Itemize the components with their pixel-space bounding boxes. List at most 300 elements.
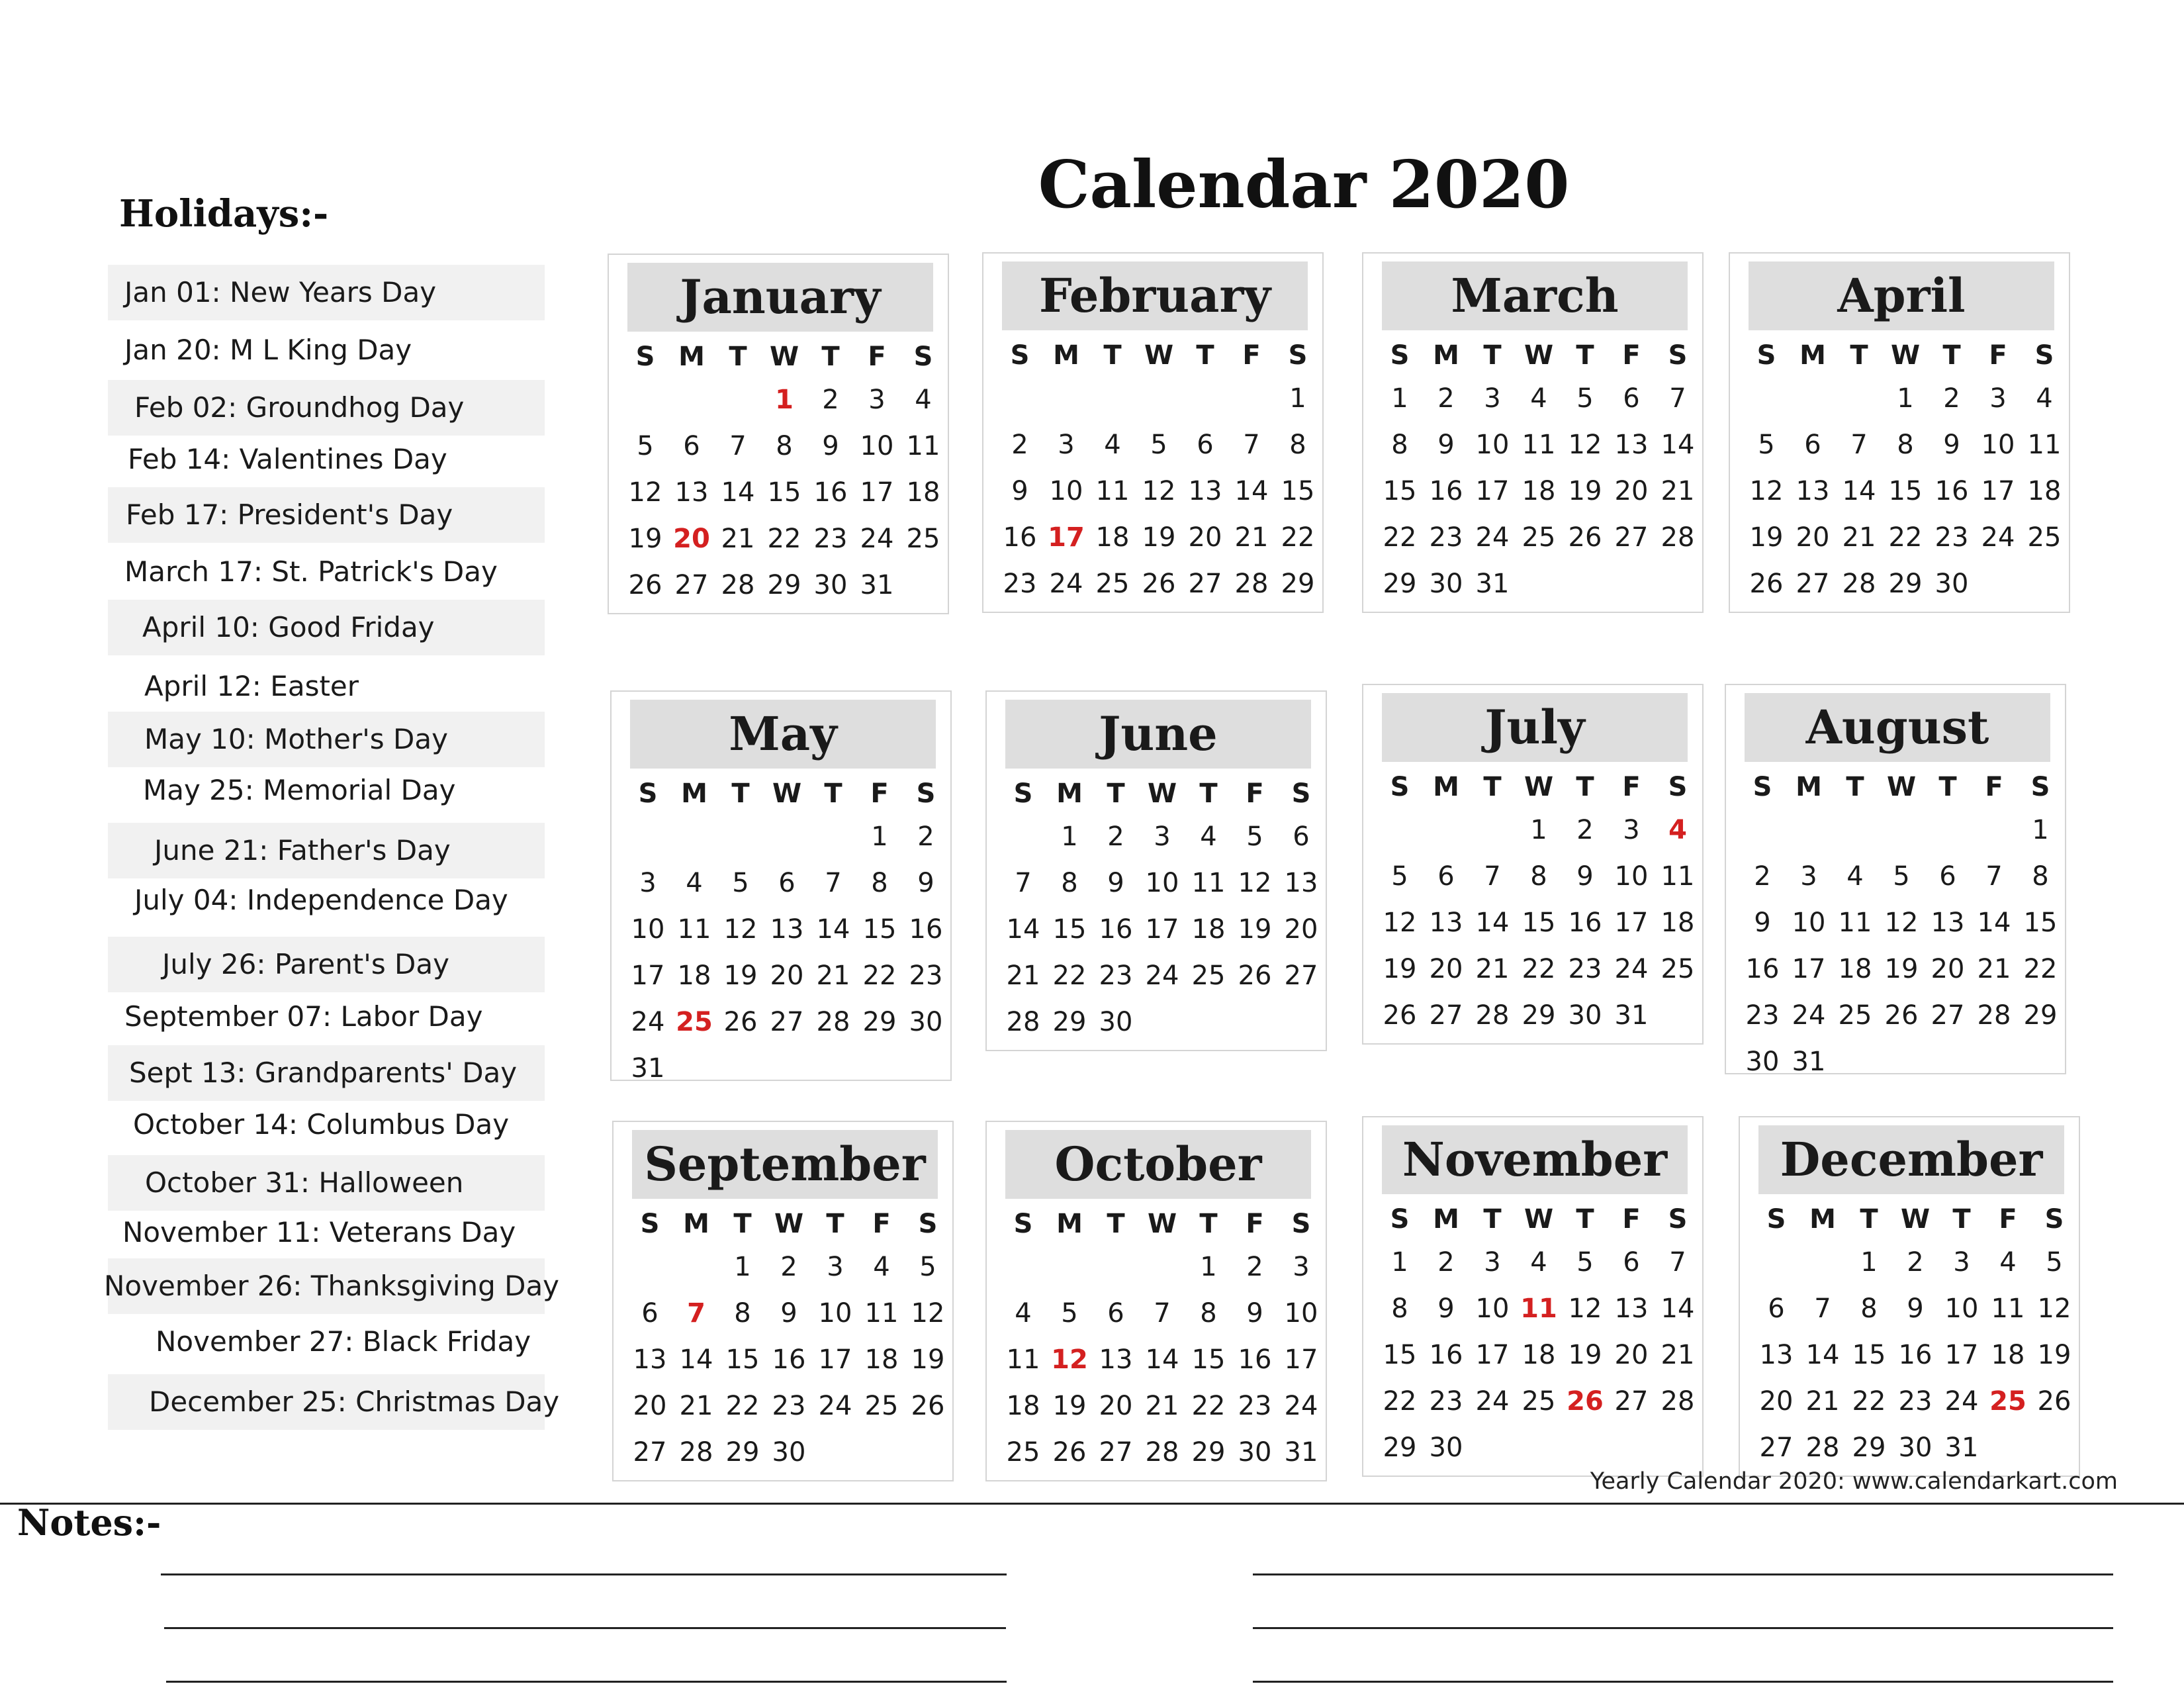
day-cell: 16: [1003, 522, 1037, 553]
day-cell: 24: [1792, 1000, 1826, 1031]
day-cell: 14: [1234, 476, 1269, 506]
day-cell: 21: [1475, 954, 1510, 984]
empty-day-cell: [1799, 1239, 1846, 1286]
weekday-header: M: [1809, 1204, 1836, 1235]
week-row: [1739, 946, 2064, 992]
day-cell: 8: [776, 431, 793, 461]
weekday-header-row: [622, 337, 946, 377]
weekday-header: S: [640, 1209, 660, 1239]
day-cell: 29: [1888, 569, 1923, 599]
day-cell: 17: [860, 477, 894, 508]
day-cell: 25: [676, 1007, 713, 1037]
month-name: March: [1382, 261, 1688, 330]
empty-day-cell: [622, 377, 668, 423]
day-cell: 3: [1484, 383, 1501, 414]
day-cell: 12: [1142, 476, 1176, 506]
day-cell: 25: [906, 524, 940, 554]
weekday-header: T: [821, 342, 840, 372]
day-cell: 5: [2046, 1247, 2063, 1278]
empty-day-cell: [1971, 1039, 2017, 1085]
holiday-text: Feb 17: President's Day: [126, 498, 453, 531]
day-cell: 21: [1234, 522, 1269, 553]
weekday-header: W: [769, 342, 799, 372]
holiday-item: [108, 432, 545, 487]
note-line: [1253, 1627, 2113, 1629]
day-cell: 3: [1989, 383, 2007, 414]
day-cell: 21: [721, 524, 755, 554]
empty-day-cell: [2017, 1039, 2064, 1085]
weekday-header: T: [1199, 1209, 1218, 1239]
weekday-header: F: [1622, 772, 1641, 802]
holiday-text: May 10: Mother's Day: [144, 723, 448, 755]
empty-day-cell: [1089, 375, 1136, 422]
week-row: [622, 469, 946, 516]
week-row: [1377, 946, 1701, 992]
day-cell: 12: [1568, 430, 1602, 460]
weekday-header: W: [772, 778, 802, 809]
day-cell: 10: [1792, 908, 1826, 938]
day-cell: 17: [1475, 1340, 1510, 1370]
holiday-text: October 31: Halloween: [145, 1166, 464, 1199]
weekday-header: M: [1056, 778, 1083, 809]
week-row: [1743, 468, 2068, 514]
day-cell: 10: [818, 1298, 852, 1329]
day-cell: 11: [1838, 908, 1872, 938]
empty-day-cell: [1925, 807, 1971, 853]
day-cell: 21: [1977, 954, 2011, 984]
empty-day-cell: [1836, 375, 1882, 422]
empty-day-cell: [1743, 375, 1790, 422]
holiday-text: Feb 14: Valentines Day: [128, 443, 447, 475]
day-cell: 3: [1058, 430, 1075, 460]
day-cell: 23: [1745, 1000, 1780, 1031]
holiday-text: Feb 02: Groundhog Day: [134, 391, 465, 424]
day-cell: 10: [1614, 861, 1649, 892]
empty-day-cell: [668, 377, 715, 423]
week-row: [1753, 1378, 2077, 1425]
day-cell: 26: [911, 1391, 945, 1421]
month-march: [1362, 252, 1704, 613]
divider: [0, 1503, 2184, 1505]
day-cell: 20: [1284, 914, 1318, 945]
day-cell: 7: [687, 1298, 705, 1329]
weekday-header: M: [1796, 772, 1822, 802]
day-cell: 19: [911, 1344, 945, 1375]
day-cell: 18: [1522, 476, 1556, 506]
day-cell: 26: [1884, 1000, 1919, 1031]
month-february: [982, 252, 1324, 613]
week-row: [627, 1290, 951, 1336]
day-cell: 24: [1284, 1391, 1318, 1421]
day-cell: 9: [1754, 908, 1771, 938]
day-cell: 13: [1188, 476, 1222, 506]
day-cell: 6: [683, 431, 700, 461]
day-cell: 1: [1530, 815, 1547, 845]
empty-day-cell: [900, 562, 946, 608]
day-cell: 22: [1383, 1386, 1417, 1417]
day-cell: 30: [909, 1007, 943, 1037]
day-cell: 7: [1669, 1247, 1686, 1278]
holiday-text: April 10: Good Friday: [142, 611, 435, 643]
empty-day-cell: [856, 1045, 903, 1092]
day-cell: 3: [639, 868, 657, 898]
weekday-header: T: [1196, 340, 1214, 371]
month-july: [1362, 684, 1704, 1045]
week-row: [1377, 375, 1701, 422]
day-cell: 27: [1429, 1000, 1463, 1031]
empty-day-cell: [1975, 561, 2021, 607]
weekday-header: S: [2034, 340, 2054, 371]
day-cell: 30: [1099, 1007, 1133, 1037]
day-cell: 5: [1391, 861, 1408, 892]
day-cell: 4: [1530, 383, 1547, 414]
day-cell: 7: [1484, 861, 1501, 892]
day-cell: 13: [1759, 1340, 1794, 1370]
day-cell: 1: [1200, 1252, 1217, 1282]
day-cell: 30: [813, 570, 848, 600]
holiday-item: [108, 823, 545, 878]
day-cell: 11: [1520, 1293, 1557, 1324]
empty-day-cell: [1516, 1425, 1562, 1471]
weekday-header: S: [913, 342, 933, 372]
day-cell: 22: [1888, 522, 1923, 553]
month-november: [1362, 1116, 1704, 1477]
weekday-header: F: [1246, 1209, 1264, 1239]
weekday-header: W: [1144, 340, 1174, 371]
month-may: [610, 690, 952, 1084]
week-row: [1739, 992, 2064, 1039]
empty-day-cell: [1278, 999, 1324, 1045]
day-cell: 25: [1661, 954, 1695, 984]
month-name: June: [1005, 700, 1311, 769]
note-line: [1253, 1681, 2113, 1683]
empty-day-cell: [715, 377, 761, 423]
weekday-header: W: [1147, 1209, 1177, 1239]
day-cell: 29: [1383, 1432, 1417, 1463]
empty-day-cell: [1878, 1039, 1925, 1085]
week-row: [622, 377, 946, 423]
day-cell: 21: [1006, 961, 1040, 991]
month-april: [1729, 252, 2070, 613]
day-cell: 5: [1576, 383, 1594, 414]
day-cell: 23: [1003, 569, 1037, 599]
day-cell: 26: [1142, 569, 1176, 599]
weekday-header: S: [638, 778, 658, 809]
day-cell: 13: [1429, 908, 1463, 938]
day-cell: 21: [1661, 476, 1695, 506]
week-row: [625, 814, 949, 860]
empty-day-cell: [1423, 807, 1469, 853]
day-cell: 8: [1860, 1293, 1878, 1324]
day-cell: 13: [1614, 430, 1649, 460]
week-row: [1377, 992, 1701, 1039]
day-cell: 14: [1661, 1293, 1695, 1324]
weekday-header: S: [1756, 340, 1776, 371]
weekday-header: M: [1433, 1204, 1459, 1235]
week-row: [1000, 1383, 1324, 1429]
day-cell: 23: [1934, 522, 1969, 553]
week-row: [1739, 900, 2064, 946]
empty-day-cell: [1377, 807, 1423, 853]
holiday-item: [108, 600, 545, 655]
week-row: [1000, 1290, 1324, 1336]
day-cell: 23: [772, 1391, 806, 1421]
day-cell: 30: [1745, 1047, 1780, 1077]
holiday-item: [108, 544, 545, 600]
day-cell: 28: [1145, 1437, 1179, 1468]
weekday-header: T: [826, 1209, 844, 1239]
week-row: [1377, 514, 1701, 561]
day-cell: 17: [1284, 1344, 1318, 1375]
week-row: [1753, 1332, 2077, 1378]
empty-day-cell: [671, 1045, 717, 1092]
week-row: [997, 422, 1321, 468]
day-cell: 6: [1804, 430, 1821, 460]
month-name: February: [1002, 261, 1308, 330]
day-cell: 21: [1805, 1386, 1840, 1417]
week-row: [1753, 1286, 2077, 1332]
day-cell: 5: [1893, 861, 1910, 892]
weekday-header: S: [1288, 340, 1308, 371]
empty-day-cell: [1562, 1425, 1608, 1471]
day-cell: 16: [1099, 914, 1133, 945]
note-line: [1253, 1573, 2113, 1575]
day-cell: 25: [1989, 1386, 2026, 1417]
day-cell: 29: [1852, 1432, 1886, 1463]
day-cell: 13: [633, 1344, 667, 1375]
day-cell: 6: [1197, 430, 1214, 460]
month-september: [612, 1121, 954, 1481]
day-cell: 4: [1668, 815, 1687, 845]
day-cell: 24: [1049, 569, 1083, 599]
day-cell: 6: [1107, 1298, 1124, 1329]
day-cell: 1: [1391, 1247, 1408, 1278]
day-cell: 4: [2036, 383, 2053, 414]
day-cell: 13: [1614, 1293, 1649, 1324]
empty-day-cell: [1228, 375, 1275, 422]
week-row: [622, 562, 946, 608]
day-cell: 16: [1745, 954, 1780, 984]
week-row: [1377, 900, 1701, 946]
weekday-header: T: [733, 1209, 752, 1239]
day-cell: 4: [1846, 861, 1864, 892]
day-cell: 18: [1661, 908, 1695, 938]
day-cell: 7: [825, 868, 842, 898]
day-cell: 17: [1792, 954, 1826, 984]
day-cell: 22: [1052, 961, 1087, 991]
day-cell: 3: [1953, 1247, 1970, 1278]
day-cell: 3: [1800, 861, 1817, 892]
day-cell: 9: [1943, 430, 1960, 460]
weekday-header: S: [635, 342, 655, 372]
day-cell: 7: [1154, 1298, 1171, 1329]
day-cell: 6: [641, 1298, 659, 1329]
day-cell: 1: [1289, 383, 1306, 414]
day-cell: 14: [1661, 430, 1695, 460]
day-cell: 29: [2023, 1000, 2058, 1031]
empty-day-cell: [812, 1429, 858, 1476]
day-cell: 2: [1246, 1252, 1263, 1282]
day-cell: 26: [1238, 961, 1272, 991]
day-cell: 7: [1669, 383, 1686, 414]
day-cell: 5: [637, 431, 654, 461]
day-cell: 5: [919, 1252, 936, 1282]
weekday-header: S: [1752, 772, 1772, 802]
weekday-header: M: [1433, 340, 1459, 371]
day-cell: 22: [862, 961, 897, 991]
weekday-header-row: [1377, 767, 1701, 807]
week-row: [625, 953, 949, 999]
day-cell: 18: [1095, 522, 1130, 553]
weekday-header: S: [1668, 340, 1688, 371]
empty-day-cell: [1608, 561, 1655, 607]
day-cell: 12: [1383, 908, 1417, 938]
day-cell: 1: [871, 821, 888, 852]
empty-day-cell: [997, 375, 1043, 422]
empty-day-cell: [1655, 992, 1701, 1039]
empty-day-cell: [1608, 1425, 1655, 1471]
weekday-header-row: [1377, 1199, 1701, 1239]
holiday-text: July 04: Independence Day: [134, 884, 508, 916]
month-name: August: [1745, 693, 2050, 762]
month-name: December: [1758, 1125, 2064, 1194]
weekday-header: S: [1390, 1204, 1410, 1235]
day-cell: 2: [917, 821, 934, 852]
day-cell: 2: [822, 385, 839, 415]
day-cell: 22: [1281, 522, 1315, 553]
day-cell: 1: [1391, 383, 1408, 414]
day-cell: 7: [1015, 868, 1032, 898]
week-row: [1000, 906, 1324, 953]
weekday-header: F: [872, 1209, 891, 1239]
day-cell: 15: [1281, 476, 1315, 506]
day-cell: 1: [1061, 821, 1078, 852]
empty-day-cell: [717, 1045, 764, 1092]
holiday-text: April 12: Easter: [144, 670, 359, 702]
day-cell: 3: [1154, 821, 1171, 852]
holiday-text: Sept 13: Grandparents' Day: [129, 1056, 518, 1089]
holiday-text: March 17: St. Patrick's Day: [124, 555, 498, 588]
day-cell: 21: [679, 1391, 713, 1421]
month-name: April: [1749, 261, 2054, 330]
weekday-header: S: [2044, 1204, 2064, 1235]
day-cell: 20: [1796, 522, 1830, 553]
day-cell: 2: [1943, 383, 1960, 414]
month-june: [985, 690, 1327, 1051]
weekday-header-row: [1000, 774, 1324, 814]
day-cell: 8: [2032, 861, 2049, 892]
day-cell: 19: [1238, 914, 1272, 945]
day-cell: 29: [1281, 569, 1315, 599]
day-cell: 4: [1015, 1298, 1032, 1329]
week-row: [997, 561, 1321, 607]
weekday-header: T: [1107, 1209, 1125, 1239]
day-cell: 10: [631, 914, 665, 945]
empty-day-cell: [1971, 807, 2017, 853]
day-cell: 9: [1437, 1293, 1455, 1324]
week-row: [1377, 422, 1701, 468]
day-cell: 20: [1188, 522, 1222, 553]
day-cell: 25: [1838, 1000, 1872, 1031]
day-cell: 17: [631, 961, 665, 991]
weekday-header: M: [683, 1209, 709, 1239]
day-cell: 30: [1934, 569, 1969, 599]
day-cell: 6: [1623, 1247, 1640, 1278]
empty-day-cell: [1878, 807, 1925, 853]
day-cell: 12: [1238, 868, 1272, 898]
day-cell: 11: [864, 1298, 899, 1329]
day-cell: 11: [906, 431, 940, 461]
weekday-header: T: [729, 342, 747, 372]
day-cell: 2: [1437, 383, 1455, 414]
day-cell: 15: [1522, 908, 1556, 938]
holiday-text: May 25: Memorial Day: [143, 774, 456, 806]
day-cell: 12: [1568, 1293, 1602, 1324]
weekday-header: M: [1056, 1209, 1083, 1239]
week-row: [997, 375, 1321, 422]
holiday-item: [108, 659, 545, 714]
day-cell: 8: [871, 868, 888, 898]
empty-day-cell: [671, 814, 717, 860]
day-cell: 25: [1006, 1437, 1040, 1468]
note-line: [166, 1681, 1007, 1683]
day-cell: 17: [1614, 908, 1649, 938]
empty-day-cell: [1790, 375, 1836, 422]
day-cell: 17: [1944, 1340, 1979, 1370]
day-cell: 1: [775, 385, 794, 415]
week-row: [622, 516, 946, 562]
day-cell: 27: [1759, 1432, 1794, 1463]
week-row: [1377, 807, 1701, 853]
day-cell: 4: [1999, 1247, 2017, 1278]
holiday-item: [108, 265, 545, 320]
week-row: [622, 423, 946, 469]
day-cell: 27: [1614, 1386, 1649, 1417]
day-cell: 28: [1475, 1000, 1510, 1031]
day-cell: 5: [1061, 1298, 1078, 1329]
day-cell: 8: [734, 1298, 751, 1329]
weekday-header: S: [1668, 772, 1688, 802]
day-cell: 14: [1977, 908, 2011, 938]
day-cell: 29: [1052, 1007, 1087, 1037]
day-cell: 19: [1884, 954, 1919, 984]
empty-day-cell: [764, 1045, 810, 1092]
day-cell: 27: [1931, 1000, 1965, 1031]
day-cell: 27: [770, 1007, 804, 1037]
day-cell: 15: [1888, 476, 1923, 506]
day-cell: 26: [1567, 1386, 1604, 1417]
day-cell: 5: [1246, 821, 1263, 852]
day-cell: 26: [1383, 1000, 1417, 1031]
weekday-header: S: [1013, 1209, 1033, 1239]
day-cell: 24: [1944, 1386, 1979, 1417]
week-row: [1377, 468, 1701, 514]
day-cell: 28: [721, 570, 755, 600]
empty-day-cell: [625, 814, 671, 860]
day-cell: 31: [1614, 1000, 1649, 1031]
weekday-header: F: [870, 778, 889, 809]
holiday-text: Jan 01: New Years Day: [124, 276, 437, 308]
weekday-header: F: [1985, 772, 2003, 802]
weekday-header: S: [2030, 772, 2050, 802]
day-cell: 17: [1048, 522, 1085, 553]
day-cell: 20: [1759, 1386, 1794, 1417]
week-row: [1000, 860, 1324, 906]
day-cell: 10: [1049, 476, 1083, 506]
weekday-header: S: [918, 1209, 938, 1239]
day-cell: 11: [1095, 476, 1130, 506]
day-cell: 25: [1522, 522, 1556, 553]
